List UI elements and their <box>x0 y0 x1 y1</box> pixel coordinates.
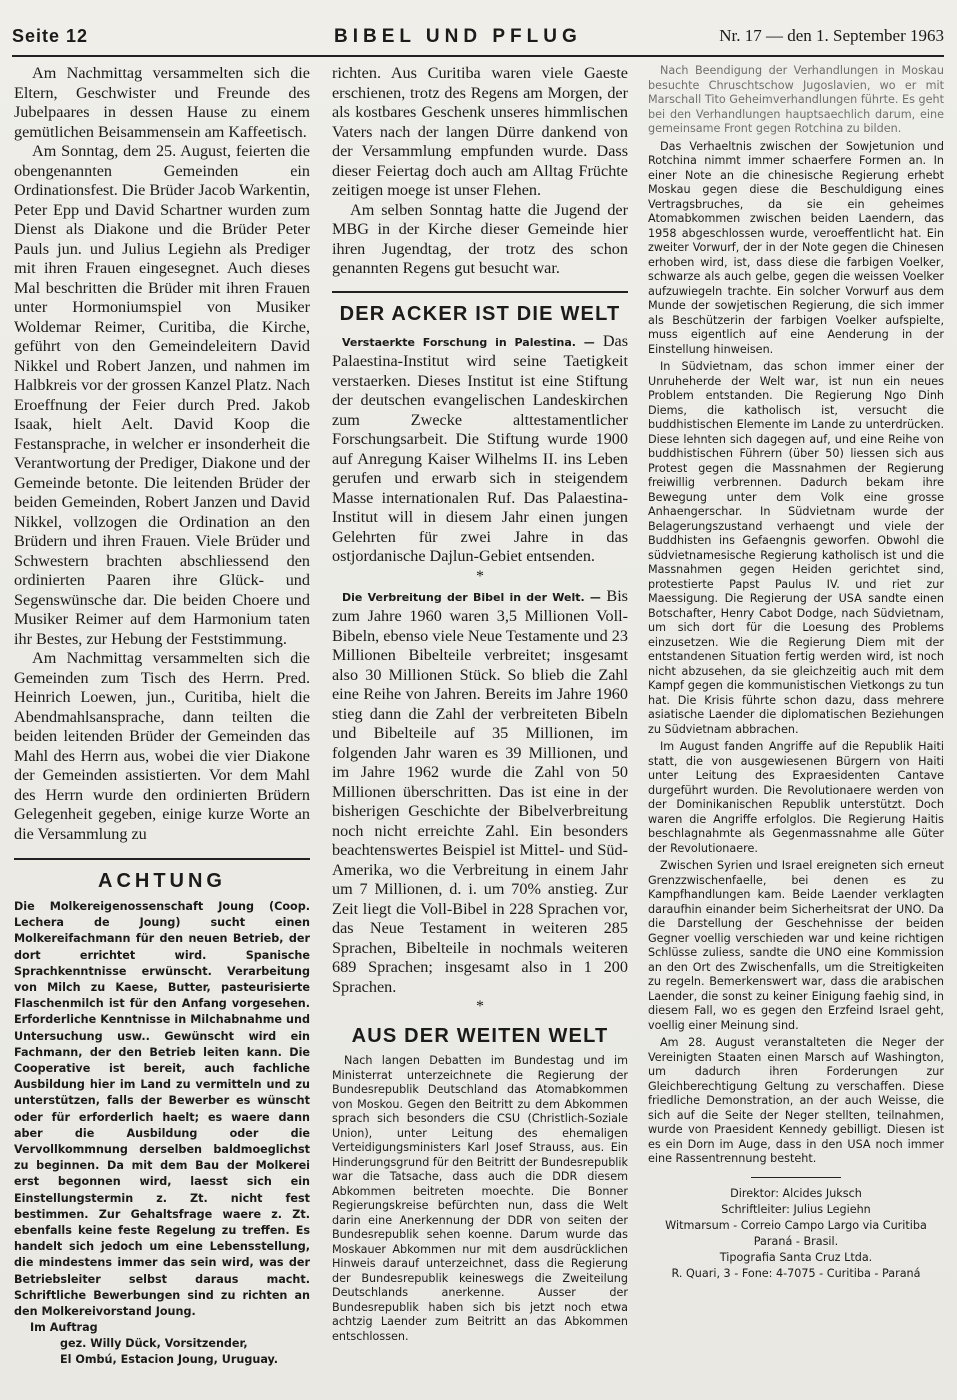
impressum-line: Schriftleiter: Julius Legiehn <box>721 1202 871 1216</box>
world-news <box>648 64 944 1167</box>
impressum-line: Paraná - Brasil. <box>753 1234 839 1248</box>
achtung-signature <box>14 1320 310 1368</box>
column-1 <box>14 64 310 1368</box>
article-paragraph: Am Nachmittag versammelten sich die Eltern, Geschwister und Freunde des Jubelpaares in dessen Hause zu einem gemütlichen Beisammensein am Kaffeetisch. <box>14 64 310 141</box>
section-divider <box>14 858 310 860</box>
weite-heading: AUS DER WEITEN WELT <box>351 1025 609 1047</box>
acker-subheading: Verstaerkte Forschung in Palestina. — <box>342 335 595 349</box>
section-divider <box>332 291 628 293</box>
news-paragraph: Im August fanden Angriffe auf die Republik Haiti statt, die von ausgewiesenen Bürgern von Haiti unter Leitung des Expraesidenten Cantave durgeführt wurden. Die Revolutionaere werden von der Dominikanischen Republik unterstützt. Doch waren die Angriffe erfolglos. Die Regierung Haitis beschlagnahmte als Gegenmassnahme alle Güter der Revolutionaere. <box>648 740 944 855</box>
article-paragraph: Am Nachmittag versammelten sich die Gemeinden zum Tisch des Herrn. Pred. Heinrich Loewen, jun., Curitiba, hielt die Abendmahlsansprache, dann teilten die beiden leitenden Brüder der Gemeinden das Mahl des Herrn aus, wobei die vier Diakone der Gemeinden assistierten. Vor dem Mahl des Herrn wurde den ordinierten Brüdern Gelegenheit gegeben, einige kurze Worte an die Versammlung zu <box>14 649 310 843</box>
bible-subheading: Die Verbreitung der Bibel in der Welt. — <box>342 590 601 604</box>
news-paragraph: Nach Beendigung der Verhandlungen in Moskau besuchte Chruschtschow Jugoslavien, wo er mit Marschall Tito Geheimverhandlungen führte. Es geht bei den Verhandlungen hauptsaechlich darum, eine gemeinsame Front gegen Rotchina zu bilden. <box>648 64 944 135</box>
article-paragraph: Am Sonntag, dem 25. August, feierten die obengenannten Gemeinden ein Ordinationsfest. Die Brüder Jacob Warkentin, Peter Epp und David Schartner wurden zum Dienst als Diakone und die Brüder Peter Pauls jun. und Julius Legiehn als Prediger mit ihren Frauen eingesegnet. Auch dieses Mal beschritten die Brüder mit ihren Frauen unter Hormoniumspiel von Musiker Woldemar Reimer, Curitiba, die Kirche, geführt von den Gemeindeleitern David Nikkel und Robert Janzen, und nahmen im Halbkreis vor der grossen Kanzel Platz. Nach Eroeffnung der Feier durch Pred. Jakob Isaak, hielt Aelt. David Koop die Festansprache, in welcher er insonderheit die Verantwortung der Prediger, Diakone und der Gemeinde betonte. Die leitenden Brüder der beiden Gemeinden, Robert Janzen und David Nikkel, vollzogen die Ordination an den Brüdern und ihren Frauen. Viele Brüder und Schwestern brachten abschliessend den ordinierten Paaren ihre Glück- und Segenswünsche dar. Die beiden Choere und Musiker Reimer auf dem Harmonium taten ihr Bestes, zur Hebung der Feststimmung. <box>14 142 310 648</box>
impressum-divider <box>751 1177 841 1178</box>
achtung-heading: ACHTUNG <box>98 870 226 892</box>
ordination-continued <box>332 64 628 279</box>
masthead-title: BIBEL UND PFLUG <box>334 26 582 47</box>
impressum-line: Witmarsum - Correio Campo Largo via Curitiba <box>665 1218 927 1232</box>
news-paragraph: Zwischen Syrien und Israel ereigneten sich erneut Grenzzwischenfaelle, bei denen es zu Kampfhandlungen kam. Beide Laender verklagten daraufhin einander beim Sicherheitsrat der UNO. Da die Darstellung der Geschehnisse der beiden Gegner voellig verschieden war und keine richtigen Schlüsse zuliess, sandte die UNO eine Kommission an den Ort des Zwischenfalls, um die Streitigkeiten zu regeln. Bemerkenswert war, dass die arabischen Laender, die sonst zu keiner Einigung faehig sind, in diesem Fall, wo es gegen den Erzfeind Israel geht, voellig einer Meinung sind. <box>648 859 944 1032</box>
separator-star: * <box>476 998 484 1015</box>
acker-heading: DER ACKER IST DIE WELT <box>339 302 621 325</box>
ordination-article <box>14 64 310 844</box>
news-paragraph: Am 28. August veranstalteten die Neger der Vereinigten Staaten einen Marsch auf Washington, um dadurch ihren Forderungen zur Gleichberechtigung Geltung zu verschaffen. Diese friedliche Demonstration, an der auch Weisse, die sich auf die Seite der Neger stellten, teilnahmen, wurde von Praesident Kennedy gebilligt. Diesen ist es ein Dorn im Auge, dass in den USA noch immer eine Rassentrennung besteht. <box>648 1036 944 1165</box>
column-2 <box>332 64 628 1347</box>
acker-text: Das Palaestina-Institut wird seine Taetigkeit verstaerken. Dieses Institut ist eine Stiftung der deutschen evangelischen Landeskirchen zum Zwecke alttestamentlicher Forschungsarbeit. Die Stiftung wurde 1900 auf Anregung Kaiser Wilhelms II. ins Leben gerufen und erwarb sich in steigendem Masse internationalen Ruf. Das Palaestina-Institut will in diesem Jahr einen jungen Gelehrten für zwei Jahre in das ostjordanische Dajlun-Gebiet entsenden. <box>332 331 628 565</box>
signature-line: gez. Willy Dück, Vorsitzender, <box>60 1337 248 1351</box>
impressum-line: Direktor: Alcides Juksch <box>730 1186 862 1200</box>
acker-section <box>332 332 628 1016</box>
signature-line: Im Auftrag <box>30 1321 98 1335</box>
page-header <box>12 26 944 54</box>
news-paragraph: In Südvietnam, das schon immer einer der Unruheherde der Welt war, ist nun ein neues Problem entstanden. Die Regierung Ngo Dinh Diems, die katholisch ist, versucht die buddhistischen Elemente im Lande zu unterdrücken. Diese lehnten sich dagegen auf, und eine Reihe von buddhistischen Führern (über 50) liessen sich aus Protest gegen die Massnahmen der Regierung freiwillig verbrennen. Dadurch bekam ihre Bewegung unter dem Volk eine grosse Anhaengerschar. In Südvietnam wurde der Belagerungszustand verhaengt und viele der Buddhisten ins Gefaengnis geworfen. Obwohl die südvietnamesische Regierung katholisch ist und die Massnahmen gegen Heiden gerichtet sind, protestierte Papst Paulus IV. und riet zur Maessigung. Die Regierung der USA sandte einen Botschafter, Henry Cabot Dodge, nach Südvietnam, um sich dort für die Loesung des Problems einzusetzen. Wie die Regierung Diem mit der entstandenen Situation fertig werden wird, ist noch nicht abzusehen, da sie gleichzeitig auch mit dem Kampf gegen die kommunistischen Vietkongs zu tun hat. Die Krisis führte schon dazu, dass mehrere asiatische Laender die diplomatischen Beziehungen zu Südvietnam abbrachen. <box>648 360 944 736</box>
header-rule <box>12 55 944 57</box>
achtung-text: Die Molkereigenossenschaft Joung (Coop. Lechera de Joung) sucht einen Molkereifachmann für den neuen Betrieb, der dort errichtet wird. Spanische Sprachkenntnisse erwünscht. Verarbeitung von Milch zu Kaese, Butter, pasteurisierte Flaschenmilch ist für den Anfang vorgesehen. Erforderliche Kenntnisse in Milchabnahme und Untersuchung usw.. Gewünscht wird ein Fachmann, der den Betrieb leiten kann. Die Cooperative ist bereit, auch fachliche Ausbildung hier im Land zu vermitteln und zu unterstützen, falls der Bewerber es wünscht oder für erforderlich haelt; es waere dann aber die Ausbildung oder die Vervollkommnung derselben baldmoeglichst zu beginnen. Da mit dem Bau der Molkerei erst begonnen wird, laesst sich ein Einstellungstermin z. Zt. nicht fest bestimmen. Zur Gehaltsfrage waere z. Zt. ebenfalls keine feste Regelung zu treffen. Es handelt sich jedoch um eine Lebensstellung, die mindestens immer das sein wird, was der Betriebsleiter selbst daraus macht. Schriftliche Bewerbungen sind zu richten an den Molkereivorstand Joung. <box>14 900 310 1319</box>
impressum <box>648 1186 944 1282</box>
page-number: Seite 12 <box>12 26 89 46</box>
impressum-line: R. Quari, 3 - Fone: 4-7075 - Curitiba - Paraná <box>671 1266 921 1280</box>
bible-text: Bis zum Jahre 1960 waren 3,5 Millionen Voll-Bibeln, ebenso viele Neue Testamente und 23 Millionen Bibelteile verbreitet; insgesamt also 30 Millionen Stück. So blieb die Zahl eine Reihe von Jahren. Bereits im Jahre 1960 stieg dann die Zahl der verbreiteten Bibeln und Bibelteile auf 35 Millionen, im folgenden Jahr waren es 39 Millionen, und im Jahre 1962 wurde die Zahl von 50 Millionen überschritten. Das ist eine in der bisherigen Geschichte der Bibelverbreitung noch nicht erreichte Zahl. Ein besonders beachtenswertes Beispiel ist Mittel- und Süd-Amerika, wo die Verbreitung in einem Jahr um 7 Millionen, d. i. um 70% anstieg. Zur Zeit liegt die Voll-Bibel in 228 Sprachen vor, das Neue Testament in weiteren 285 Sprachen, Bibelteile in nochmals weiteren 689 Sprachen; insgesamt also in 1 200 Sprachen. <box>332 586 628 996</box>
news-paragraph: Das Verhaeltnis zwischen der Sowjetunion und Rotchina nimmt immer schaerfere Formen an. In einer Note an die chinesische Regierung erhebt Moskau gegen diese die Beschuldigung eines Vertragsbruches, da sie ein geheimes Atomabkommen zwischen beiden Laendern, das 1958 abgeschlossen wurde, veroeffentlicht hat. Ein zweiter Vorwurf, der in der Note gegen die Chinesen erhoben wird, ist, dass diese die farbigen Voelker, schwarze als auch gelbe, gegen die weissen Voelker aufzuwiegeln trachte. Ein solcher Vorwurf aus dem Munde der sowjetischen Regierung, die sich immer als Beschützerin der farbigen Voelker aufspielte, muss eigentlich auf eine Aenderung in der Einstellung hinweisen. <box>648 139 944 356</box>
article-paragraph: Am selben Sonntag hatte die Jugend der MBG in der Kirche dieser Gemeinde hier ihren Jugendtag, der trotz des schon genannten Regens gut besucht war. <box>332 200 628 277</box>
achtung-notice <box>14 899 310 1320</box>
article-paragraph: richten. Aus Curitiba waren viele Gaeste erschienen, trotz des Regens am Morgen, der als kostbares Geschenk unseres himmlischen Vaters nach der langen Dürre dankend von der Versammlung empfunden wurde. Dass dieser Feiertag doch auch am Alltag Früchte zeitigen moege ist unser Flehen. <box>332 64 628 199</box>
separator-star: * <box>476 567 484 585</box>
column-3 <box>648 64 944 1282</box>
weite-section <box>332 1054 628 1344</box>
signature-line: El Ombú, Estacion Joung, Uruguay. <box>60 1353 279 1367</box>
impressum-line: Tipografia Santa Cruz Ltda. <box>719 1250 873 1264</box>
weite-text: Nach langen Debatten im Bundestag und im Ministerrat unterzeichnete die Regierung der Bundesrepublik Deutschland das Atomabkommen von Moskou. Gegen den Beitritt zu dem Abkommen sprach sich besonders die CSU (Christlich-Soziale Union), unter Leitung des ehemaligen Verteidigungsministers Karl Josef Strauss, aus. Ein Hinderungsgrund für den Beitritt der Bundesrepublik war die Tatsache, dass auch die DDR diesem Abkommen beitreten moechte. Die Bonner Regierungskreise befürchten nun, dass die Welt darin eine Anerkennung der DDR von seiten der Bundesrepublik sehen koenne. Darum wurde das Moskauer Abkommen nur mit dem ausdrücklichen Hinweis darauf unterzeichnet, dass die Regierung der Bundesrepublik keineswegs die Zweiteilung Deutschlands anerkenne. Ausser der Bundesrepublik haben sich bis jetzt noch etwa achtzig Laender zum Beitritt an das Abkommen entschlossen. <box>332 1054 628 1343</box>
issue-date: Nr. 17 — den 1. September 1963 <box>719 26 944 45</box>
